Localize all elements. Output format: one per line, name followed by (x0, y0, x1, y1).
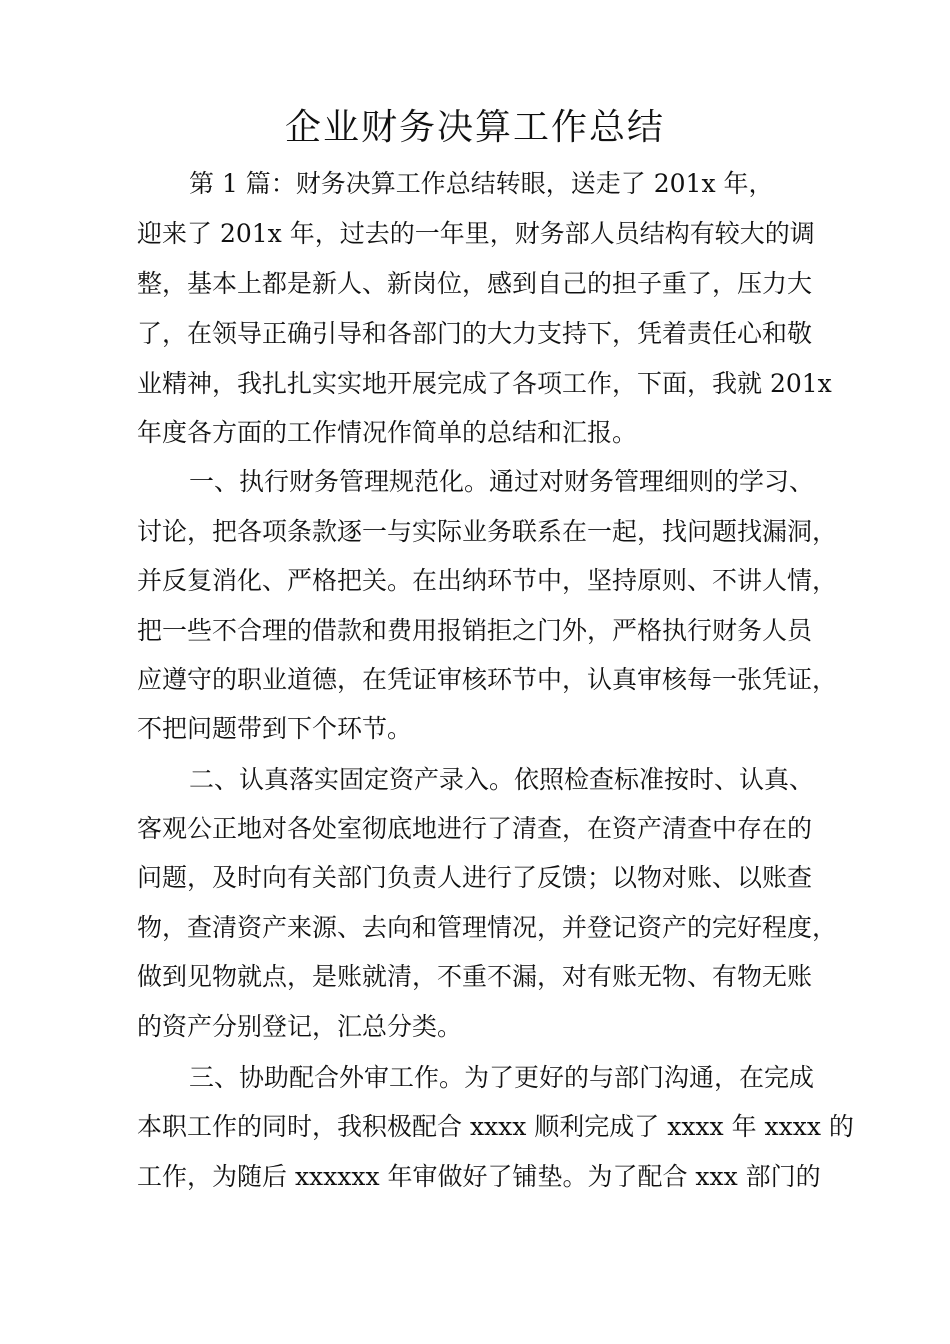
text-line: 应遵守的职业道德，在凭证审核环节中，认真审核每一张凭证， (137, 665, 838, 694)
text-line: 问题，及时向有关部门负责人进行了反馈；以物对账、以账查 (137, 863, 813, 892)
text-line: 年度各方面的工作情况作简单的总结和汇报。 (137, 418, 638, 447)
text-line: 本职工作的同时，我积极配合 xxxx 顺利完成了 xxxx 年 xxxx 的 (137, 1112, 854, 1141)
text-line: 客观公正地对各处室彻底地进行了清查，在资产清查中存在的 (137, 814, 813, 843)
text-line: 三、协助配合外审工作。为了更好的与部门沟通，在完成 (189, 1063, 815, 1092)
text-line: 整，基本上都是新人、新岗位，感到自己的担子重了，压力大 (137, 269, 813, 298)
text-line: 了，在领导正确引导和各部门的大力支持下，凭着责任心和敬 (137, 319, 813, 348)
text-line: 的资产分别登记，汇总分类。 (137, 1012, 463, 1041)
text-line: 把一些不合理的借款和费用报销拒之门外，严格执行财务人员 (137, 616, 813, 645)
text-line: 并反复消化、严格把关。在出纳环节中，坚持原则、不讲人情， (137, 566, 838, 595)
text-line: 第 1 篇：财务决算工作总结转眼，送走了 201x 年， (189, 169, 774, 198)
document-title: 企业财务决算工作总结 (284, 107, 665, 148)
text-line: 不把问题带到下个环节。 (137, 714, 413, 743)
text-line: 物，查清资产来源、去向和管理情况，并登记资产的完好程度， (137, 913, 838, 942)
text-line: 讨论，把各项条款逐一与实际业务联系在一起，找问题找漏洞， (137, 517, 838, 546)
text-line: 二、认真落实固定资产录入。依照检查标准按时、认真、 (189, 765, 815, 794)
text-line: 业精神，我扎扎实实地开展完成了各项工作，下面，我就 201x (137, 369, 832, 398)
text-line: 工作，为随后 xxxxxx 年审做好了铺垫。为了配合 xxx 部门的 (137, 1162, 821, 1191)
text-line: 一、执行财务管理规范化。通过对财务管理细则的学习、 (189, 467, 815, 496)
text-line: 迎来了 201x 年，过去的一年里，财务部人员结构有较大的调 (137, 219, 815, 248)
text-line: 做到见物就点，是账就清，不重不漏，对有账无物、有物无账 (137, 962, 813, 991)
